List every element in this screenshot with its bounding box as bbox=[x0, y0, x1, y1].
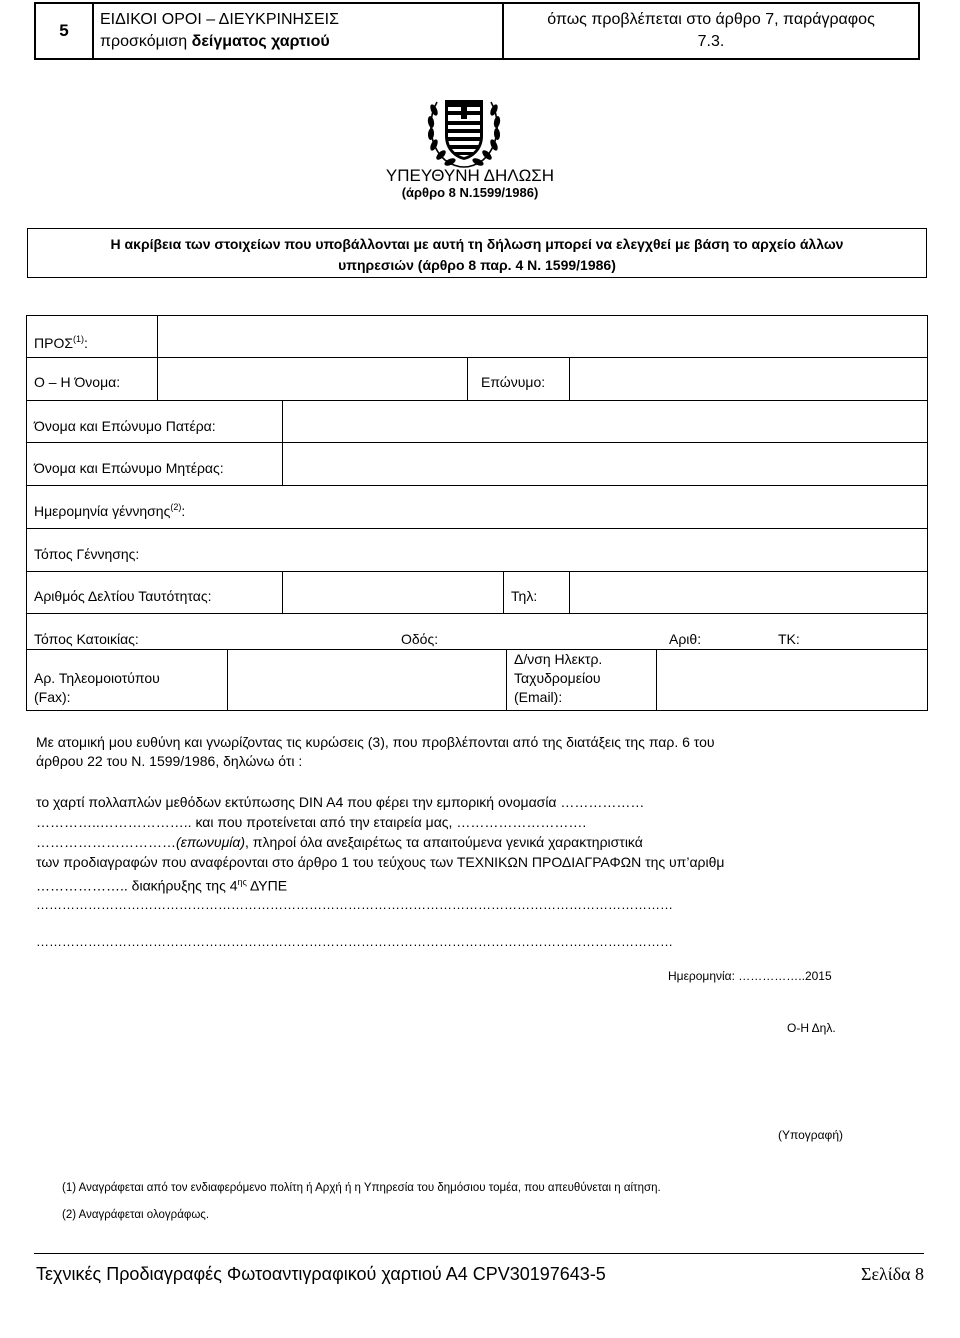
footnote-1: (1) Αναγράφεται από τον ενδιαφερόμενο πολίτη ή Αρχή ή η Υπηρεσία του δημόσιου τομέα, που απευθύνεται η αίτηση. bbox=[62, 1182, 661, 1194]
footer-divider bbox=[34, 1253, 924, 1254]
footer-title: Τεχνικές Προδιαγραφές Φωτοαντιγραφικού χαρτιού Α4 CPV30197643-5 bbox=[36, 1264, 606, 1284]
dotted-line-2: ………………………………………………………………………………………………………………………………… bbox=[36, 934, 673, 949]
label-father-name: Όνομα και Επώνυμο Πατέρα: bbox=[34, 418, 216, 434]
date-field: Ημερομηνία: ……………..2015 bbox=[668, 969, 832, 983]
header-table bbox=[34, 2, 920, 60]
label-residence: Τόπος Κατοικίας: bbox=[34, 631, 139, 647]
section-title bbox=[93, 3, 503, 59]
section-reference-line1: όπως προβλέπεται στο άρθρο 7, παράγραφος bbox=[547, 11, 875, 28]
declaration-subtitle: (άρθρο 8 Ν.1599/1986) bbox=[401, 185, 539, 200]
hellenic-emblem-icon bbox=[425, 88, 503, 170]
label-birthdate: Ημερομηνία γέννησης$^{(2)}$: bbox=[34, 502, 186, 519]
label-surname: Επώνυμο: bbox=[481, 374, 546, 390]
label-fax-line2: (Fax): bbox=[34, 689, 71, 705]
statement-line2: …………..……………….. και που προτείνεται από την εταιρεία μας, ………………………. bbox=[36, 814, 587, 830]
label-email-line3: (Email): bbox=[514, 689, 563, 705]
label-id-number: Αριθμός Δελτίου Ταυτότητας: bbox=[34, 588, 212, 604]
label-number: Αριθ: bbox=[669, 631, 702, 647]
page-number: Σελίδα 8 bbox=[860, 1264, 924, 1284]
section-reference bbox=[503, 3, 919, 59]
label-name: Ο – Η Όνομα: bbox=[34, 374, 121, 390]
section-title-line1: ΕΙΔΙΚΟΙ ΟΡΟΙ – ΔΙΕΥΚΡΙΝΗΣΕΙΣ bbox=[100, 11, 339, 28]
section-title-line2: προσκόμιση δείγματος χαρτιού bbox=[100, 33, 330, 50]
statement-line3: …………………………(επωνυμία), πληροί όλα ανεξαιρέτως τα απαιτούμενα γενικά χαρακτηριστικά bbox=[36, 834, 643, 850]
dotted-line-1: ………………………………………………………………………………………………………………………………… bbox=[36, 897, 673, 912]
accuracy-notice-line2: υπηρεσιών (άρθρο 8 παρ. 4 Ν. 1599/1986) bbox=[338, 257, 616, 273]
accuracy-notice-line1: Η ακρίβεια των στοιχείων που υποβάλλονται με αυτή τη δήλωση μπορεί να ελεγχθεί με βάση το αρχείο άλλων bbox=[110, 236, 844, 252]
section-number: 5 bbox=[35, 3, 93, 59]
label-mother-name: Όνομα και Επώνυμο Μητέρας: bbox=[34, 460, 224, 476]
signature-label: (Υπογραφή) bbox=[778, 1128, 843, 1142]
footnote-2: (2) Αναγράφεται ολογράφως. bbox=[62, 1209, 210, 1221]
accuracy-notice bbox=[27, 228, 927, 278]
statement-intro-line2: άρθρου 22 του Ν. 1599/1986, δηλώνω ότι : bbox=[36, 753, 303, 769]
label-fax-line1: Αρ. Τηλεομοιοτύπου bbox=[34, 670, 160, 686]
declaration-form bbox=[26, 315, 928, 711]
label-street: Οδός: bbox=[401, 631, 439, 647]
statement-line5: ……………….. διακήρυξης της $4^{\eta\varsigma}$ ΔΥΠΕ bbox=[36, 877, 288, 894]
label-email-line1: Δ/νση Ηλεκτρ. bbox=[514, 651, 603, 667]
section-reference-line2: 7.3. bbox=[697, 33, 725, 50]
statement-line1: το χαρτί πολλαπλών μεθόδων εκτύπωσης DIN A4 που φέρει την εμπορική ονομασία ……………… bbox=[36, 794, 645, 810]
label-email-line2: Ταχυδρομείου bbox=[514, 670, 601, 686]
statement-line4: των προδιαγραφών που αναφέρονται στο άρθρο 1 του τεύχους των ΤΕΧΝΙΚΩΝ ΠΡΟΔΙΑΓΡΑΦΩΝ της υπ’αριθμ bbox=[36, 854, 725, 870]
statement-intro-line1: Με ατομική μου ευθύνη και γνωρίζοντας τις κυρώσεις (3), που προβλέπονται από της διατάξεις της παρ. 6 του bbox=[36, 734, 715, 750]
label-zip: ΤΚ: bbox=[778, 631, 800, 647]
declarant-label: Ο-Η Δηλ. bbox=[787, 1021, 836, 1035]
label-to: ΠΡΟΣ$^{(1)}$: bbox=[34, 334, 88, 351]
declaration-title: ΥΠΕΥΘΥΝΗ ΔΗΛΩΣΗ bbox=[385, 166, 555, 185]
label-birthplace: Τόπος Γέννησης: bbox=[34, 546, 140, 562]
page-footer bbox=[36, 1264, 924, 1290]
label-phone: Τηλ: bbox=[511, 588, 538, 604]
